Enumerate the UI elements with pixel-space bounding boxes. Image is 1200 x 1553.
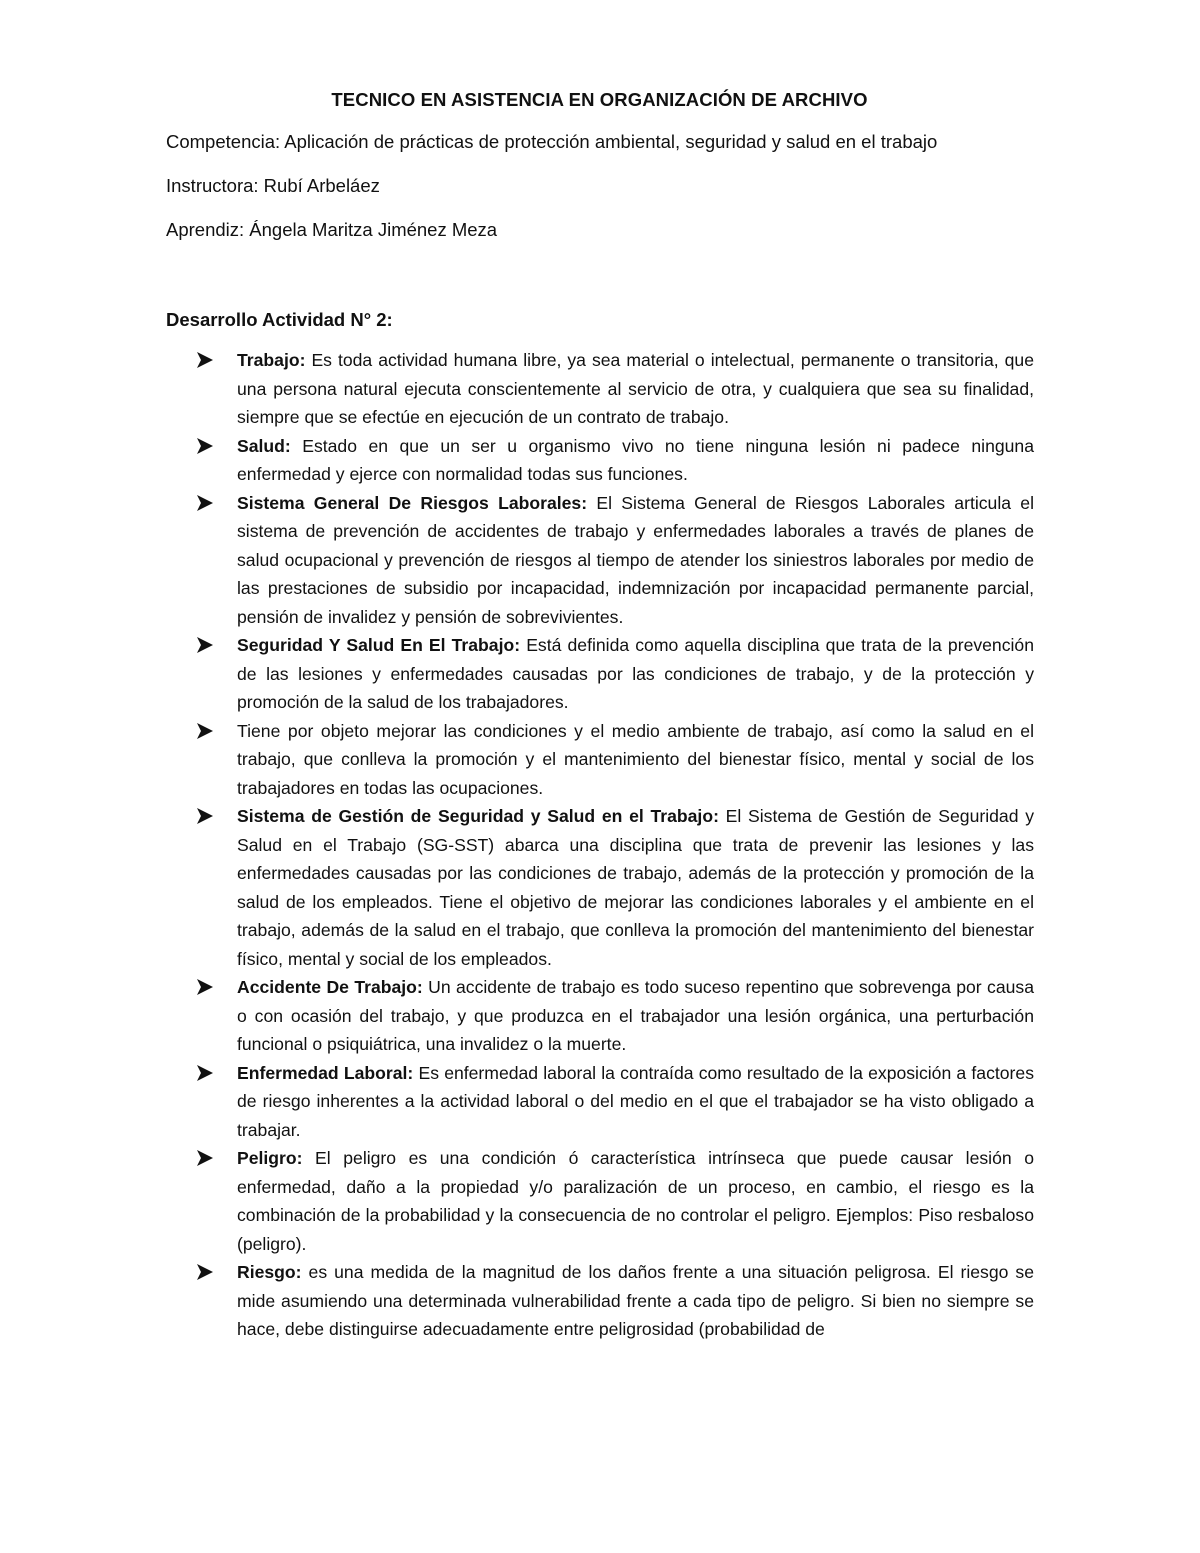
- item-term: Riesgo:: [237, 1262, 302, 1282]
- item-term: Salud:: [237, 435, 291, 456]
- arrowhead-bullet-icon: [196, 437, 214, 455]
- item-term: Trabajo:: [237, 350, 306, 370]
- item-text: Tiene por objeto mejorar las condiciones y el medio ambiente de trabajo, así como la salud en el trabajo, que conlleva la promoción y el mantenimiento del bienestar físico, mental y social de los trabajadores en todas las ocupaciones.: [237, 720, 1034, 798]
- item-term: Sistema de Gestión de Seguridad y Salud en el Trabajo:: [237, 806, 719, 826]
- competencia-line: Competencia: Aplicación de prácticas de protección ambiental, seguridad y salud en el trabajo: [166, 131, 938, 152]
- list-item: [166, 346, 1034, 432]
- item-term: Sistema General De Riesgos Laborales:: [237, 492, 588, 513]
- arrowhead-bullet-icon: [196, 1149, 214, 1167]
- list-item: [166, 1258, 1034, 1344]
- item-text: es una medida de la magnitud de los daños frente a una situación peligrosa. El riesgo se mide asumiendo una determinada vulnerabilidad frente a cada tipo de peligro. Si bien no siempre se hace, debe distinguirse adecuadamente entre peligrosidad (probabilidad de: [237, 1262, 1034, 1339]
- list-item: [166, 432, 1034, 489]
- list-item: [166, 1144, 1034, 1258]
- arrowhead-bullet-icon: [196, 636, 214, 654]
- item-text: El Sistema de Gestión de Seguridad y Salud en el Trabajo (SG-SST) abarca una disciplina que trata de prevenir las lesiones y las enfermedades causadas por las condiciones de trabajo, además de la protección y promoción de la salud de los empleados. Tiene el objetivo de mejorar las condiciones laborales y el ambiente en el trabajo, además de la salud en el trabajo, que conlleva la promoción del mantenimiento del bienestar físico, mental y social de los empleados.: [237, 806, 1034, 969]
- item-text: El peligro es una condición ó característica intrínseca que puede causar lesión o enfermedad, daño a la propiedad y/o paralización de un proceso, en cambio, el riesgo es la combinación de la probabilidad y la consecuencia de no controlar el peligro. Ejemplos: Piso resbaloso (peligro).: [237, 1148, 1034, 1254]
- list-item: [166, 631, 1034, 717]
- arrowhead-bullet-icon: [196, 351, 214, 369]
- item-term: Accidente De Trabajo:: [237, 977, 423, 997]
- arrowhead-bullet-icon: [196, 807, 214, 825]
- arrowhead-bullet-icon: [196, 1263, 214, 1281]
- document-title: TECNICO EN ASISTENCIA EN ORGANIZACIÓN DE ARCHIVO: [331, 89, 868, 110]
- item-term: Peligro:: [237, 1148, 303, 1168]
- list-item: [166, 973, 1034, 1059]
- arrowhead-bullet-icon: [196, 722, 214, 740]
- item-text: Es toda actividad humana libre, ya sea material o intelectual, permanente o transitoria, que una persona natural ejecuta conscientemente al servicio de otra, y cualquiera que sea su finalidad, siempre que se efectúe en ejecución de un contrato de trabajo.: [237, 350, 1034, 427]
- item-text: Está definida como aquella disciplina que trata de la prevención de las lesiones y enfermedades causadas por las condiciones de trabajo, y de la protección y promoción de la salud de los trabajadores.: [237, 635, 1034, 712]
- aprendiz-line: Aprendiz: Ángela Maritza Jiménez Meza: [166, 219, 498, 240]
- arrowhead-bullet-icon: [196, 1064, 214, 1082]
- item-term: Enfermedad Laboral:: [237, 1062, 414, 1083]
- item-text: Un accidente de trabajo es todo suceso repentino que sobrevenga por causa o con ocasión del trabajo, y que produzca en el trabajador una lesión orgánica, una perturbación funcional o psiquiátrica, una invalidez o la muerte.: [237, 977, 1034, 1054]
- instructora-line: Instructora: Rubí Arbeláez: [166, 175, 380, 196]
- arrowhead-bullet-icon: [196, 494, 214, 512]
- section-title: Desarrollo Actividad N° 2:: [166, 309, 393, 330]
- list-item: [166, 802, 1034, 973]
- item-text: Es enfermedad laboral la contraída como resultado de la exposición a factores de riesgo inherentes a la actividad laboral o del medio en el que el trabajador se ha visto obligado a trabajar.: [237, 1062, 1034, 1140]
- item-text: El Sistema General de Riesgos Laborales articula el sistema de prevención de accidentes de trabajo y enfermedades laborales a través de planes de salud ocupacional y prevención de riesgos al tiempo de atender los siniestros laborales por medio de las prestaciones de subsidio por incapacidad, indemnización por incapacidad permanente parcial, pensión de invalidez y pensión de sobrevivientes.: [237, 492, 1034, 627]
- list-item: [166, 1059, 1034, 1145]
- item-text: Estado en que un ser u organismo vivo no tiene ninguna lesión ni padece ninguna enfermedad y ejerce con normalidad todas sus funciones.: [237, 435, 1034, 484]
- arrowhead-bullet-icon: [196, 978, 214, 996]
- list-item: [166, 489, 1034, 632]
- item-term: Seguridad Y Salud En El Trabajo:: [237, 635, 521, 655]
- list-item: [166, 717, 1034, 803]
- definitions-list: [166, 346, 1034, 1344]
